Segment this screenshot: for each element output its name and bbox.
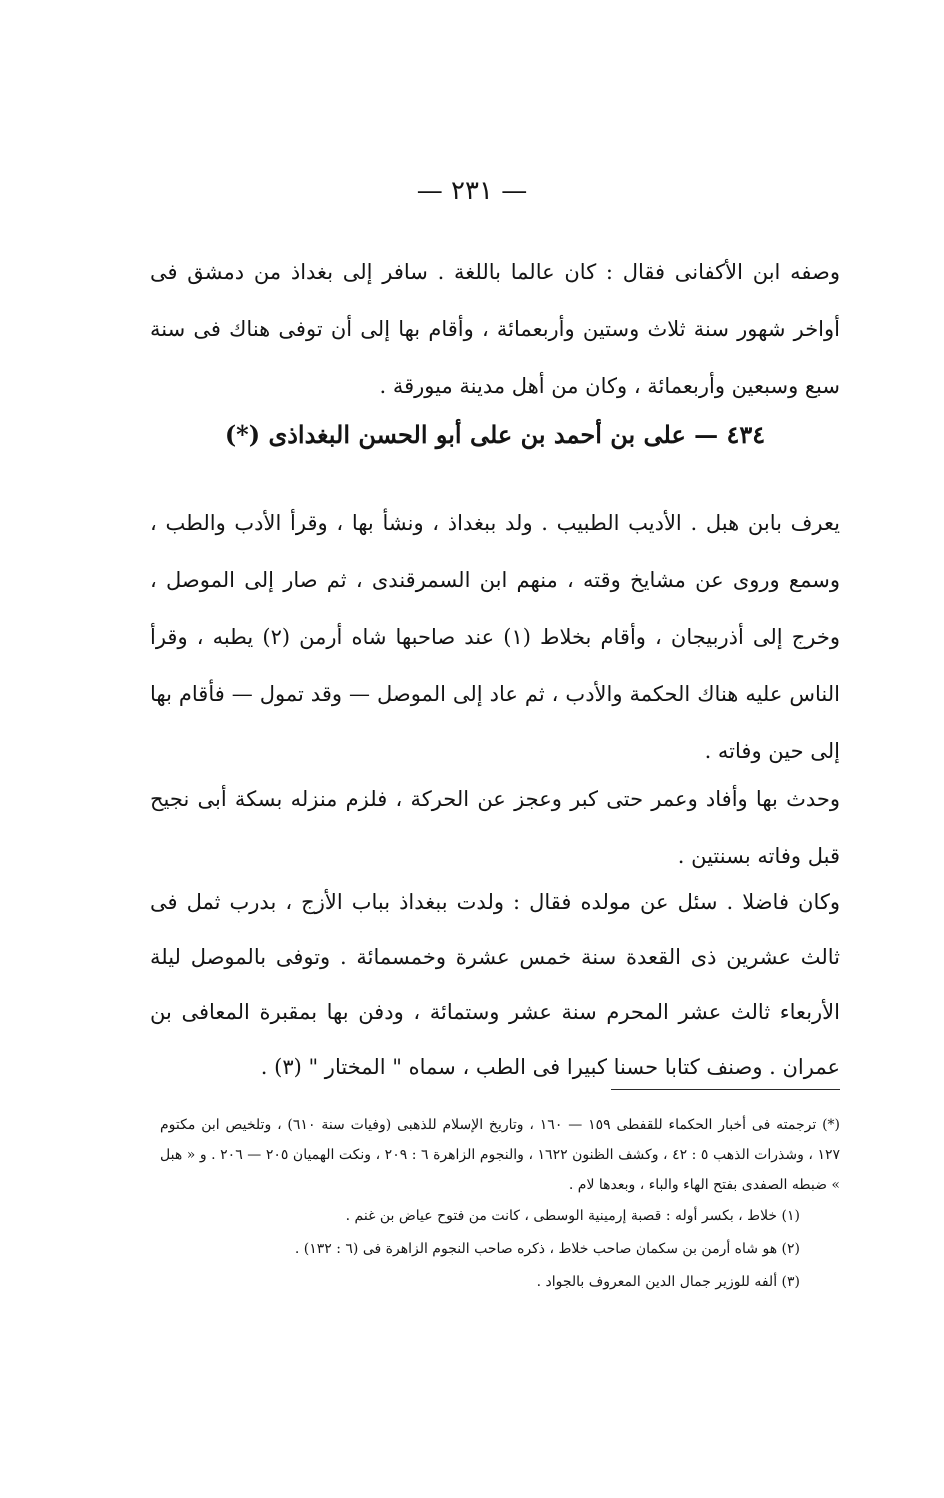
biography-paragraph-1: يعرف بابن هبل . الأديب الطبيب . ولد ببغداذ ، ونشأ بها ، وقرأ الأدب والطب ، وسمع وروى عن مشايخ وقته ، منهم ابن السمرقندى ، ثم صار إلى الموصل ، وخرج إلى أذربيجان ، وأقام بخلاط (١) عند صاحبها شاه أرمن (٢) يطبه ، وقرأ الناس عليه هناك الحكمة والأدب ، ثم عاد إلى الموصل — وقد تمول — فأقام بها إلى حين وفاته . bbox=[150, 511, 840, 763]
footnote-item: (٢) هو شاه أرمن بن سكمان صاحب خلاط ، ذكره صاحب النجوم الزاهرة فى (٦ : ١٣٢) . bbox=[294, 1241, 800, 1257]
biography-paragraph-3: وكان فاضلا . سئل عن مولده فقال : ولدت ببغداذ بباب الأزج ، بدرب ثمل فى ثالث عشرين ذى القعدة سنة خمس عشرة وخمسمائة . وتوفى بالموصل ليلة الأربعاء ثالث عشر المحرم سنة عشر وستمائة ، ودفن بها بمقبرة المعافى بن عمران . وصنف كتابا حسنا كبيرا فى الطب ، سماه " المختار " (٣) . bbox=[150, 890, 840, 1079]
footnote-main: (*) ترجمته فى أخبار الحكماء للقفطى ١٥٩ — ١٦٠ ، وتاريخ الإسلام للذهبى (وفيات سنة ٦١٠) ، وتلخيص ابن مكتوم ١٢٧ ، وشذرات الذهب ٥ : ٤٢ ، وكشف الظنون ١٦٢٢ ، والنجوم الزاهرة ٦ : ٢٠٩ ، ونكت الهميان ٢٠٥ — ٢٠٦ . و « هبل » ضبطه الصفدى بفتح الهاء والباء ، وبعدها لام . bbox=[160, 1117, 841, 1193]
footnotes bbox=[160, 1110, 840, 1299]
entry-heading: ٤٣٤ — على بن أحمد بن على أبو الحسن البغداذى (*) bbox=[224, 420, 766, 449]
footnote-item: (٣) ألفه للوزير جمال الدين المعروف بالجواد . bbox=[536, 1274, 800, 1290]
footnote-item: (١) خلاط ، بكسر أوله : قصبة إرمينية الوسطى ، كانت من فتوح عياض بن غنم . bbox=[345, 1208, 800, 1224]
biography-paragraph-2: وحدث بها وأفاد وعمر حتى كبر وعجز عن الحركة ، فلزم منزله بسكة أبى نجيح قبل وفاته بسنتين . bbox=[150, 787, 840, 868]
footnote-divider bbox=[611, 1089, 840, 1090]
page-number: — ٢٣١ — bbox=[416, 176, 528, 206]
intro-paragraph: وصفه ابن الأكفانى فقال : كان عالما باللغة . سافر إلى بغداذ من دمشق فى أواخر شهور سنة ثلاث وستين وأربعمائة ، وأقام بها إلى أن توفى هناك فى سنة سبع وسبعين وأربعمائة ، وكان من أهل مدينة ميورقة . bbox=[150, 260, 840, 398]
